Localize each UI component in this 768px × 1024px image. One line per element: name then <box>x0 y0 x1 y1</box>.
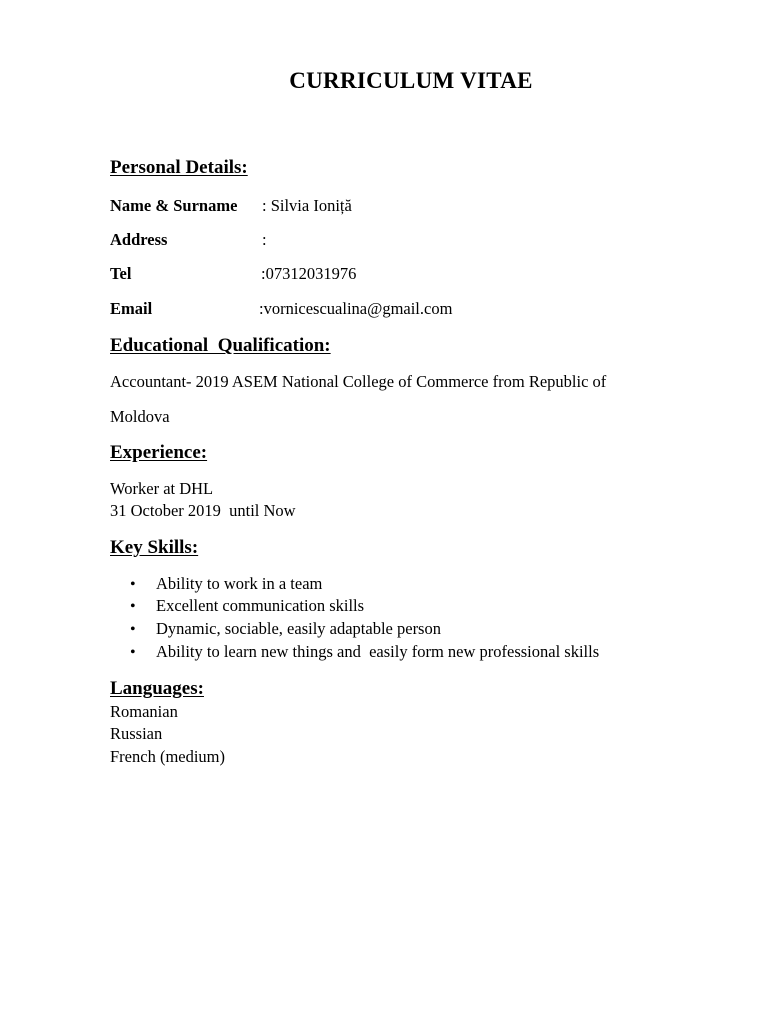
bullet-icon: • <box>130 644 136 661</box>
experience-line-2: 31 October 2019 until Now <box>110 501 296 520</box>
education-heading: Educational Qualification: <box>110 335 331 356</box>
experience-line-1: Worker at DHL <box>110 479 214 498</box>
education-line-2: Moldova <box>110 407 170 426</box>
tel-value: :07312031976 <box>261 264 357 283</box>
skill-text: Excellent communication skills <box>156 596 365 615</box>
language-item: Romanian <box>110 702 178 721</box>
tel-label: Tel <box>110 264 132 283</box>
key-skills-heading: Key Skills: <box>110 537 199 558</box>
language-item: Russian <box>110 724 163 743</box>
document-title: CURRICULUM VITAE <box>289 68 533 93</box>
skill-item <box>130 642 599 662</box>
education-line-1: Accountant- 2019 ASEM National College of Commerce from Republic of <box>110 372 607 391</box>
address-value: : <box>262 230 267 249</box>
languages-heading: Languages: <box>110 678 204 699</box>
name-label: Name & Surname <box>110 196 238 215</box>
bullet-icon: • <box>130 621 136 638</box>
bullet-icon: • <box>130 576 136 593</box>
email-value: :vornicescualina@gmail.com <box>259 299 453 318</box>
email-label: Email <box>110 299 153 318</box>
experience-heading: Experience: <box>110 442 208 463</box>
skill-item <box>130 596 364 616</box>
skill-item <box>130 574 322 594</box>
skill-text: Ability to learn new things and easily form new professional skills <box>156 642 600 661</box>
bullet-icon: • <box>130 598 136 615</box>
skill-text: Ability to work in a team <box>156 574 323 593</box>
name-value: : Silvia Ioniță <box>262 196 352 215</box>
language-item: French (medium) <box>110 747 226 766</box>
personal-details-heading: Personal Details: <box>110 157 248 178</box>
address-label: Address <box>110 230 168 249</box>
skill-item <box>130 619 441 639</box>
skill-text: Dynamic, sociable, easily adaptable person <box>156 619 441 638</box>
